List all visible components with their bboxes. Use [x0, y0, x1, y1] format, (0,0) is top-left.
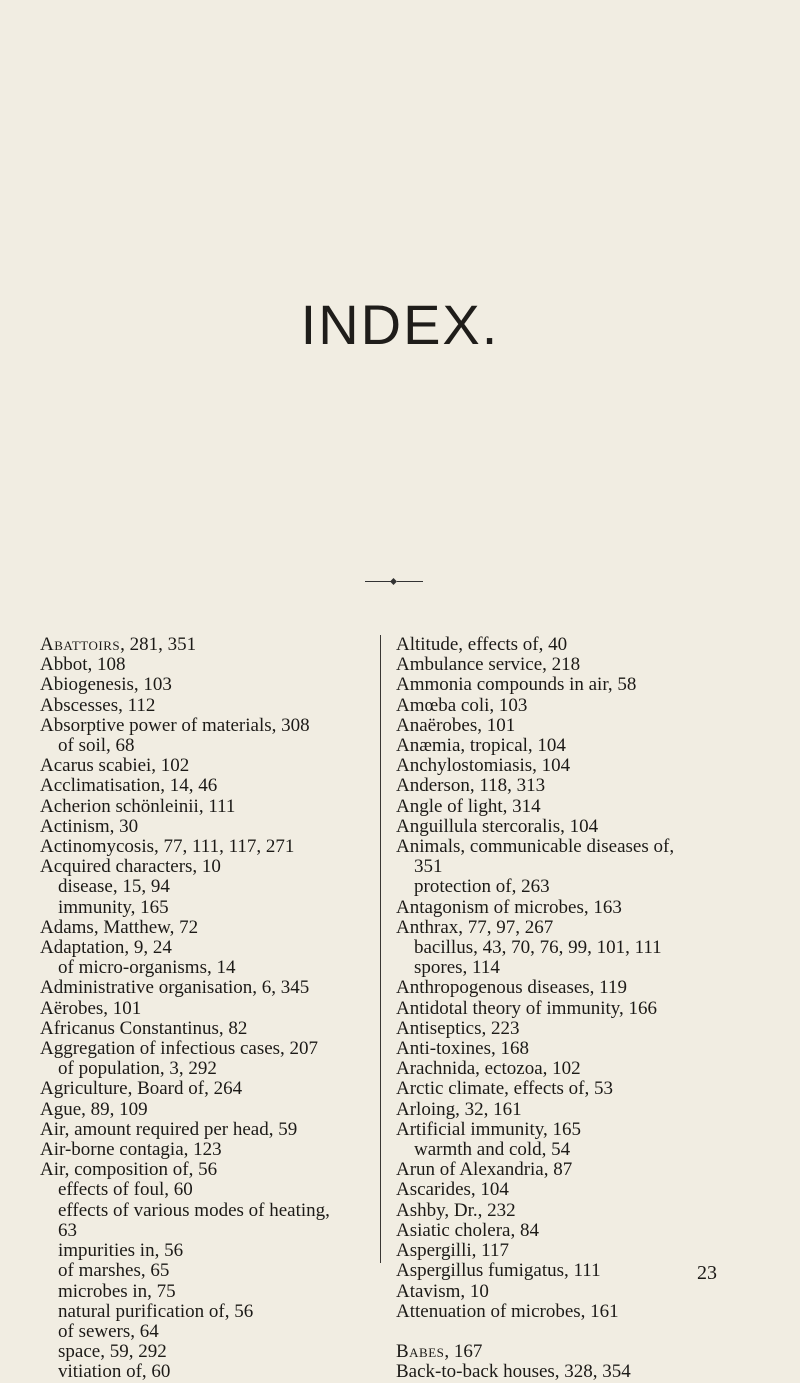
index-entry: Air, amount required per head, 59	[40, 1118, 298, 1140]
index-entry: Air-borne contagia, 123	[40, 1139, 222, 1161]
index-entry: Anti-toxines, 168	[396, 1038, 529, 1060]
index-entry: Arachnida, ectozoa, 102	[396, 1058, 581, 1080]
index-entry: of sewers, 64	[58, 1320, 159, 1342]
index-entry: Artificial immunity, 165	[396, 1118, 582, 1140]
index-entry: Altitude, effects of, 40	[396, 634, 568, 655]
index-entry: effects of foul, 60	[58, 1179, 193, 1201]
index-entry: Anderson, 118, 313	[396, 775, 546, 797]
index-entry: impurities in, 56	[58, 1240, 184, 1262]
index-entry: Anaërobes, 101	[396, 714, 516, 736]
index-entry: Anæmia, tropical, 104	[396, 735, 566, 757]
index-entry: Anchylostomiasis, 104	[396, 755, 571, 777]
index-entry: of marshes, 65	[58, 1260, 170, 1282]
index-entry: Acclimatisation, 14, 46	[40, 775, 218, 797]
index-entry: Anthrax, 77, 97, 267	[396, 916, 554, 938]
index-entry: Ague, 89, 109	[40, 1098, 148, 1120]
index-entry: Antagonism of microbes, 163	[396, 896, 622, 918]
index-entry: of population, 3, 292	[58, 1058, 217, 1080]
index-entry	[40, 635, 385, 655]
index-entry: Agriculture, Board of, 264	[40, 1078, 243, 1100]
index-entry: 63	[58, 1219, 77, 1241]
index-column-left	[40, 635, 385, 1383]
index-entry: Anthropogenous diseases, 119	[396, 977, 627, 999]
index-entry: Back-to-back houses, 328, 354	[396, 1361, 631, 1383]
index-entry: bacillus, 43, 70, 76, 99, 101, 111	[414, 937, 662, 959]
index-entry: Attenuation of microbes, 161	[396, 1300, 619, 1322]
index-entry: warmth and cold, 54	[414, 1139, 571, 1161]
index-entry: 351	[414, 856, 443, 878]
index-entry: Ammonia compounds in air, 58	[396, 674, 637, 696]
index-entry: Actinomycosis, 77, 111, 117, 271	[40, 836, 295, 858]
index-entry: vitiation of, 60	[58, 1361, 171, 1383]
index-entry: Abiogenesis, 103	[40, 674, 172, 696]
index-entry: Aspergillus fumigatus, 111	[396, 1260, 601, 1282]
index-entry: Ascarides, 104	[396, 1179, 509, 1201]
page-title: INDEX.	[300, 293, 500, 356]
index-entry	[396, 1342, 741, 1362]
index-entry: protection of, 263	[414, 876, 550, 898]
entry-rest: , 167	[444, 1340, 483, 1362]
index-entry: Actinism, 30	[40, 815, 139, 837]
index-entry: Administrative organisation, 6, 345	[40, 977, 310, 999]
index-entry: immunity, 165	[58, 896, 169, 918]
index-entry: Amœba coli, 103	[396, 694, 528, 716]
index-entry: Absorptive power of materials, 308	[40, 714, 310, 736]
index-entry: Abbot, 108	[40, 654, 126, 676]
index-entry: Atavism, 10	[396, 1280, 489, 1302]
index-entry: Anguillula stercoralis, 104	[396, 815, 599, 837]
column-divider	[380, 635, 381, 1263]
index-entry: Antidotal theory of immunity, 166	[396, 997, 658, 1019]
page-number: 23	[697, 1262, 717, 1284]
index-entry: Africanus Constantinus, 82	[40, 1017, 248, 1039]
index-entry: Arctic climate, effects of, 53	[396, 1078, 613, 1100]
index-entry: Arun of Alexandria, 87	[396, 1159, 573, 1181]
index-entry: Acarus scabiei, 102	[40, 755, 190, 777]
index-entry: Animals, communicable diseases of,	[396, 836, 675, 858]
index-entry: Aspergilli, 117	[396, 1240, 509, 1262]
index-column-right	[396, 635, 741, 1382]
entry-head: Babes	[396, 1340, 445, 1362]
index-entry: Acquired characters, 10	[40, 856, 221, 878]
index-entry: Aërobes, 101	[40, 997, 142, 1019]
entry-head: Abattoirs	[40, 634, 121, 655]
entry-rest: , 281, 351	[120, 634, 197, 655]
index-entry: Adaptation, 9, 24	[40, 937, 172, 959]
index-entry: Asiatic cholera, 84	[396, 1219, 539, 1241]
index-entry: Aggregation of infectious cases, 207	[40, 1038, 319, 1060]
index-entry: spores, 114	[414, 957, 500, 979]
index-entry: of soil, 68	[58, 735, 135, 757]
divider-ornament	[365, 577, 423, 587]
index-entry: Arloing, 32, 161	[396, 1098, 522, 1120]
index-entry: effects of various modes of heating,	[58, 1199, 330, 1221]
index-entry: Ambulance service, 218	[396, 654, 581, 676]
index-entry: Abscesses, 112	[40, 694, 156, 716]
index-entry: disease, 15, 94	[58, 876, 170, 898]
index-entry: Air, composition of, 56	[40, 1159, 218, 1181]
index-entry: Angle of light, 314	[396, 795, 541, 817]
index-entry: Acherion schönleinii, 111	[40, 795, 236, 817]
index-entry: space, 59, 292	[58, 1341, 167, 1363]
index-entry: natural purification of, 56	[58, 1300, 254, 1322]
index-entry: Ashby, Dr., 232	[396, 1199, 516, 1221]
index-entry: microbes in, 75	[58, 1280, 176, 1302]
index-entry: of micro-organisms, 14	[58, 957, 236, 979]
index-entry: Adams, Matthew, 72	[40, 916, 199, 938]
index-entry: Antiseptics, 223	[396, 1017, 520, 1039]
